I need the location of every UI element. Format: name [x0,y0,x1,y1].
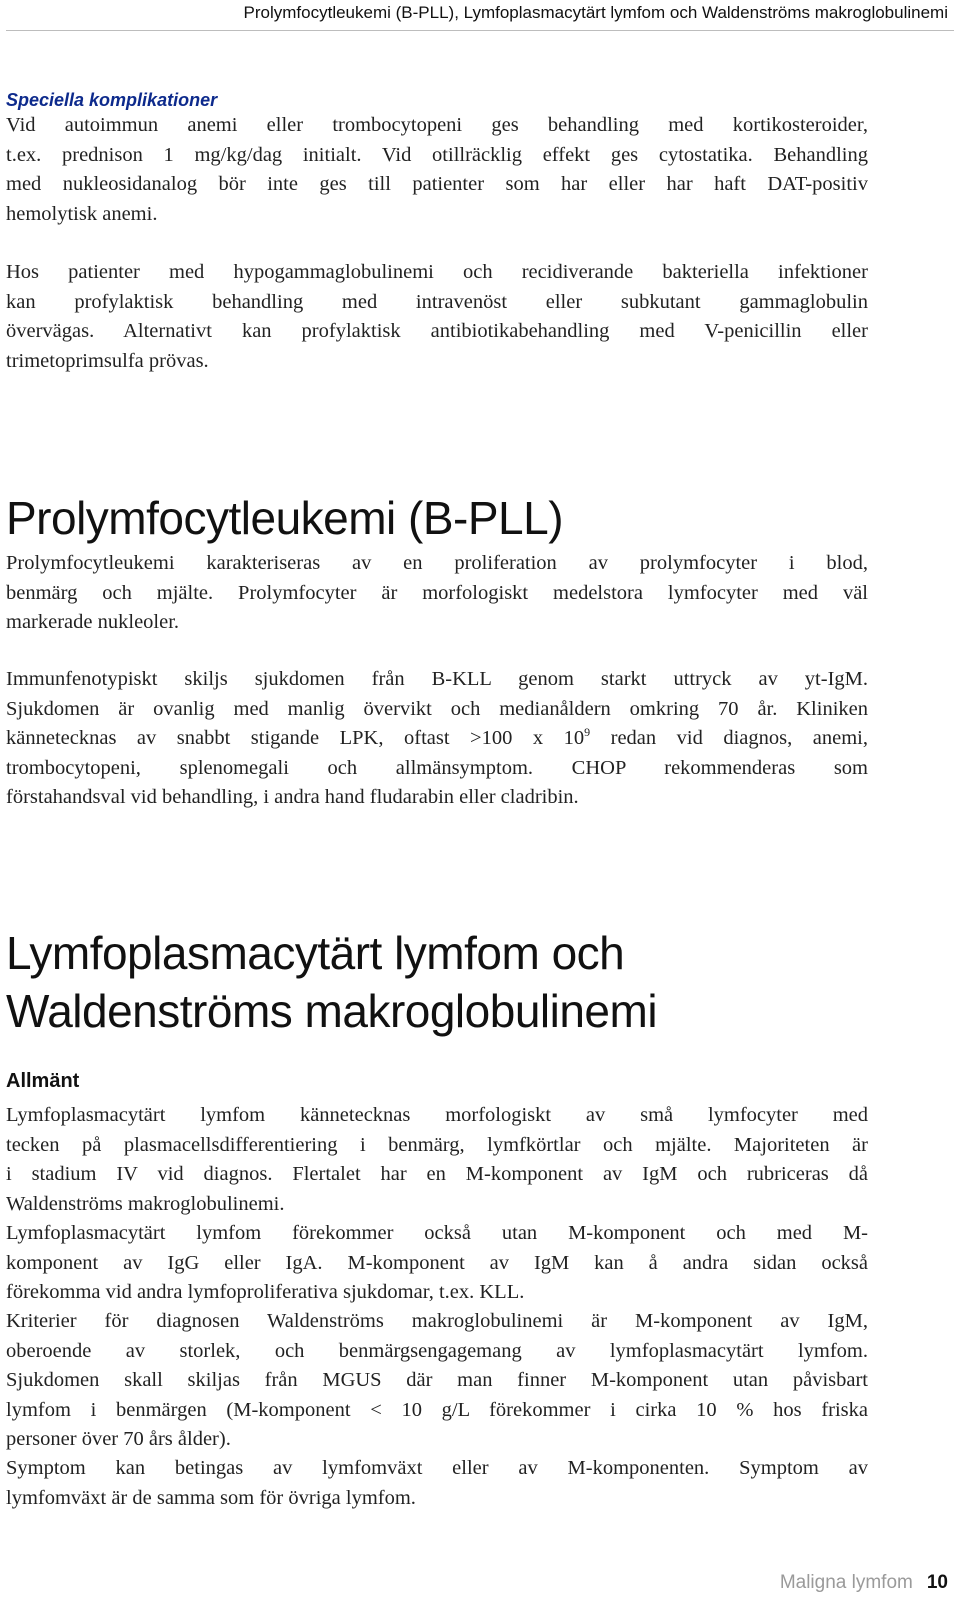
text-line: kan profylaktisk behandling med intravenöst eller subkutant gammaglobulin [6,290,868,313]
paragraph-bpll-definition [6,549,868,638]
text-line: t.ex. prednison 1 mg/kg/dag initialt. Vid otillräcklig effekt ges cytostatika. Behandling [6,143,868,166]
text-line: oberoende av storlek, och benmärgsengagemang av lymfoplasmacytärt lymfom. [6,1339,868,1362]
text-line: Kriterier för diagnosen Waldenströms makroglobulinemi är M-komponent av IgM, [6,1310,868,1332]
text-line: tecken på plasmacellsdifferentiering i benmärg, lymfkörtlar och mjälte. Majoriteten är [6,1133,868,1156]
text-line: trimetoprimsulfa prövas. [6,349,209,372]
text-line-with-superscript [6,724,868,754]
superscript-exponent: 9 [584,725,591,740]
paragraph-hypogammaglobulinemia [6,258,868,376]
text-line: övervägas. Alternativt kan profylaktisk antibiotikabehandling med V-penicillin eller [6,320,868,342]
section-heading-complications: Speciella komplikationer [6,90,218,110]
text-line: hemolytisk anemi. [6,202,158,225]
text-line: förekomma vid andra lymfoproliferativa sjukdomar, t.ex. KLL. [6,1281,525,1303]
header-divider [6,30,954,31]
text-line: komponent av IgG eller IgA. M-komponent av IgM kan å andra sidan också [6,1251,868,1274]
running-header: Prolymfocytleukemi (B-PLL), Lymfoplasmacytärt lymfom och Waldenströms makroglobulinemi [243,3,948,22]
text-line: markerade nukleoler. [6,611,180,633]
text-line: Sjukdomen är ovanlig med manlig övervikt och medianåldern omkring 70 år. Kliniken [6,697,868,720]
text-line: Immunfenotypiskt skiljs sjukdomen från B-KLL genom starkt uttryck av yt-IgM. [6,668,868,690]
text-line: förstahandsval vid behandling, i andra hand fludarabin eller cladribin. [6,786,579,808]
page-number: 10 [926,1572,948,1593]
text-line: Vid autoimmun anemi eller trombocytopeni ges behandling med kortikosteroider, [6,114,868,136]
section-title-bpll: Prolymfocytleukemi (B-PLL) [6,492,564,544]
text-line: Lymfoplasmacytärt lymfom kännetecknas morfologiskt av små lymfocyter med [6,1104,868,1126]
text-line: benmärg och mjälte. Prolymfocyter är morfologiskt medelstora lymfocyter med väl [6,581,868,604]
text-line: lymfomväxt är de samma som för övriga lymfom. [6,1486,416,1509]
section-title-lpl-line2: Waldenströms makroglobulinemi [6,985,658,1037]
paragraph-lpl-mcomponent [6,1219,868,1308]
paragraph-autoimmune [6,111,868,229]
page-footer [780,1570,948,1596]
text-line: Symptom kan betingas av lymfomväxt eller av M-komponenten. Symptom av [6,1457,868,1479]
text-line: personer över 70 års ålder). [6,1428,231,1450]
text-line: trombocytopeni, splenomegali och allmänsymptom. CHOP rekommenderas som [6,756,868,779]
text-line: Lymfoplasmacytärt lymfom förekommer också utan M-komponent och med M- [6,1222,868,1244]
paragraph-lpl-morphology [6,1101,868,1219]
text-line: Prolymfocytleukemi karakteriseras av en proliferation av prolymfocyter i blod, [6,552,868,574]
text-line: i stadium IV vid diagnos. Flertalet har en M-komponent av IgM och rubriceras då [6,1163,868,1185]
text-line: Sjukdomen skall skiljas från MGUS där man finner M-komponent utan påvisbart [6,1369,868,1391]
paragraph-lpl-criteria [6,1307,868,1455]
paragraph-bpll-immunophenotype [6,665,868,813]
text-fragment: redan vid diagnos, anemi, [590,727,868,749]
text-fragment: kännetecknas av snabbt stigande LPK, oftast >100 x 10 [6,727,585,749]
section-title-lpl-line1: Lymfoplasmacytärt lymfom och [6,927,625,979]
subheading-general: Allmänt [6,1070,80,1092]
text-line: Waldenströms makroglobulinemi. [6,1192,285,1215]
text-line: lymfom i benmärgen (M-komponent < 10 g/L förekommer i cirka 10 % hos friska [6,1398,868,1421]
paragraph-lpl-symptoms [6,1454,868,1513]
footer-label: Maligna lymfom [779,1572,913,1593]
text-line: med nukleosidanalog bör inte ges till patienter som har eller har haft DAT-positiv [6,173,868,195]
text-line: Hos patienter med hypogammaglobulinemi och recidiverande bakteriella infektioner [6,261,868,283]
